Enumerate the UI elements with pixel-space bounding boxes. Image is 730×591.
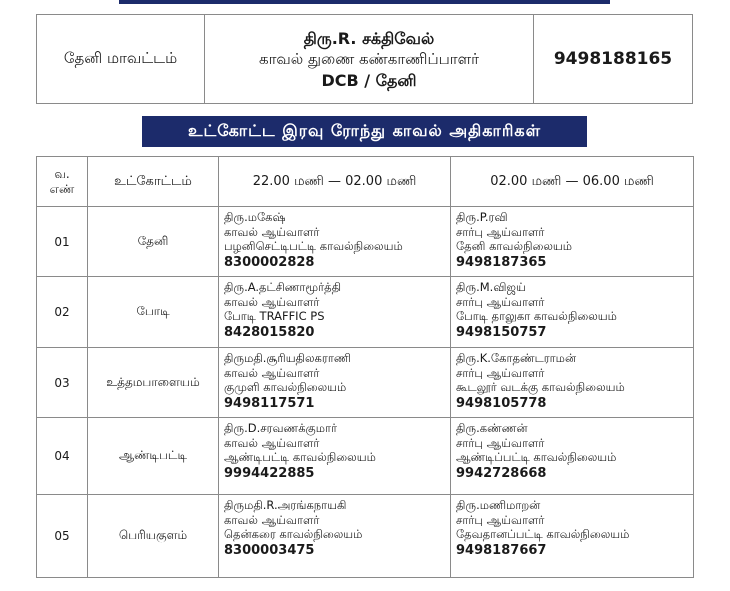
shift2-officer [451, 348, 694, 418]
officer-info-box [36, 14, 693, 104]
row-subdivision: பெரியகுளம் [88, 495, 219, 578]
officer-designation: காவல் துணை கண்காணிப்பாளர் [258, 49, 480, 68]
header-serial-line2: எண் [49, 181, 75, 196]
officer-rank: சார்பு ஆய்வாளர் [456, 294, 545, 309]
officer-station: ஆண்டிபட்டி காவல்நிலையம் [224, 450, 376, 464]
officer-station: பழனிசெட்டிபட்டி காவல்நிலையம் [224, 239, 403, 253]
officer-station: தென்கரை காவல்நிலையம் [224, 527, 363, 541]
header-serial-line1: வ. [54, 166, 70, 181]
table-header-row [37, 157, 694, 207]
officer-station: ஆண்டிப்பட்டி காவல்நிலையம் [456, 450, 617, 464]
officer-phone: 8428015820 [224, 324, 315, 340]
section-title: உட்கோட்ட இரவு ரோந்து காவல் அதிகாரிகள் [142, 116, 587, 147]
officer-rank: சார்பு ஆய்வாளர் [456, 224, 545, 239]
row-subdivision: ஆண்டிபட்டி [88, 418, 219, 495]
officer-station: போடி தாலுகா காவல்நிலையம் [456, 309, 617, 323]
header-shift2: 02.00 மணி — 06.00 மணி [451, 157, 694, 207]
row-subdivision: போடி [88, 277, 219, 348]
table-row [37, 277, 694, 348]
shift1-officer [219, 348, 451, 418]
header-shift1: 22.00 மணி — 02.00 மணி [219, 157, 451, 207]
table-row [37, 418, 694, 495]
officer-rank: சார்பு ஆய்வாளர் [456, 435, 545, 450]
officer-phone: 9498105778 [456, 395, 547, 411]
officer-rank: காவல் ஆய்வாளர் [224, 512, 320, 527]
row-subdivision: தேனி [88, 207, 219, 277]
officer-name: திரு.A.தட்சிணாமூர்த்தி [224, 280, 342, 294]
officer-station: போடி TRAFFIC PS [224, 309, 325, 323]
row-number: 01 [37, 207, 88, 277]
officer-phone: 9942728668 [456, 465, 547, 481]
officer-station: கூடலூர் வடக்கு காவல்நிலையம் [456, 380, 625, 394]
officer-rank: சார்பு ஆய்வாளர் [456, 365, 545, 380]
header-subdivision: உட்கோட்டம் [88, 157, 219, 207]
officer-station: தேனி காவல்நிலையம் [456, 239, 573, 253]
officer-rank: சார்பு ஆய்வாளர் [456, 512, 545, 527]
officer-station: தேவதானப்பட்டி காவல்நிலையம் [456, 527, 630, 541]
officer-name: திரு.M.விஜய் [456, 280, 526, 294]
night-patrol-table [36, 156, 694, 578]
officer-station: குமுளி காவல்நிலையம் [224, 380, 347, 394]
officer-phone: 9498150757 [456, 324, 547, 340]
officer-phone: 8300003475 [224, 542, 315, 558]
officer-name: திரு.மணிமாறன் [456, 498, 541, 512]
shift2-officer [451, 207, 694, 277]
officer-phone: 9498187667 [456, 542, 547, 558]
row-number: 05 [37, 495, 88, 578]
officer-phone: 9498188165 [553, 49, 673, 69]
table-row [37, 495, 694, 578]
officer-phone: 9498117571 [224, 395, 315, 411]
shift1-officer [219, 495, 451, 578]
shift1-officer [219, 207, 451, 277]
table-row [37, 348, 694, 418]
officer-name: திரு.R. சக்திவேல் [303, 28, 435, 48]
officer-name: திருமதி.R.அரங்கநாயகி [224, 498, 347, 512]
officer-name: திரு.மகேஷ் [224, 210, 286, 224]
shift1-officer [219, 277, 451, 348]
officer-rank: காவல் ஆய்வாளர் [224, 294, 320, 309]
row-number: 03 [37, 348, 88, 418]
officer-name: திருமதி.சூரியதிலகராணி [224, 351, 351, 365]
officer-rank: காவல் ஆய்வாளர் [224, 435, 320, 450]
officer-name: திரு.K.கோதண்டராமன் [456, 351, 577, 365]
table-row [37, 207, 694, 277]
row-number: 04 [37, 418, 88, 495]
officer-phone: 8300002828 [224, 254, 315, 270]
officer-name: திரு.கண்ணன் [456, 421, 528, 435]
shift2-officer [451, 418, 694, 495]
top-header-bar [119, 0, 610, 4]
district-label: தேனி மாவட்டம் [37, 15, 205, 103]
shift2-officer [451, 277, 694, 348]
shift2-officer [451, 495, 694, 578]
officer-details [205, 15, 534, 103]
row-subdivision: உத்தமபாளையம் [88, 348, 219, 418]
officer-name: திரு.D.சரவணக்குமார் [224, 421, 337, 435]
row-number: 02 [37, 277, 88, 348]
officer-phone: 9498187365 [456, 254, 547, 270]
officer-name: திரு.P.ரவி [456, 210, 508, 224]
officer-rank: காவல் ஆய்வாளர் [224, 365, 320, 380]
officer-unit: DCB / தேனி [321, 70, 417, 90]
officer-rank: காவல் ஆய்வாளர் [224, 224, 320, 239]
header-serial [37, 157, 88, 207]
shift1-officer [219, 418, 451, 495]
officer-phone: 9994422885 [224, 465, 315, 481]
